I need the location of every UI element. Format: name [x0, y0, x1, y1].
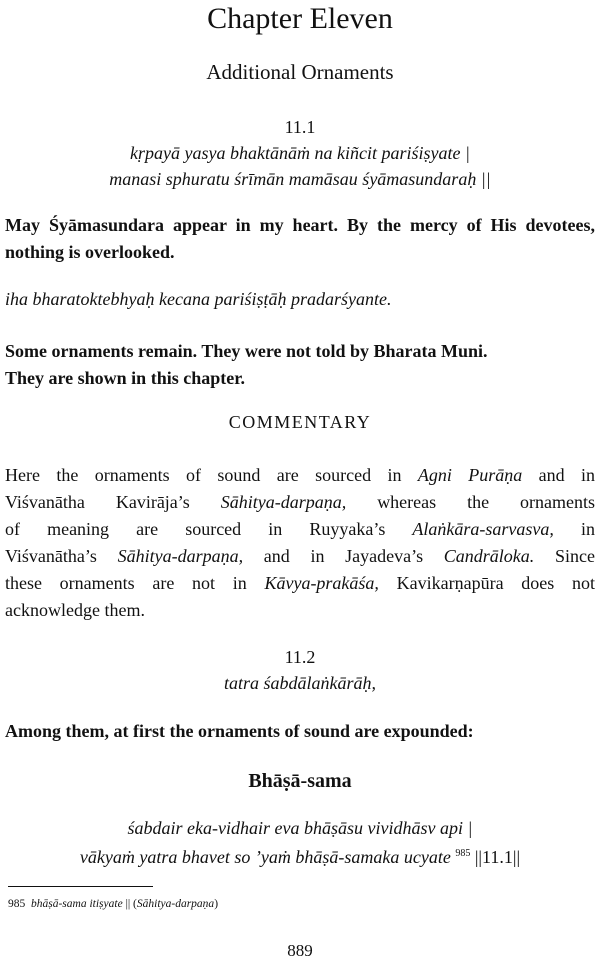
- verse-line-main: vākyaṁ yatra bhavet so ’yaṁ bhāṣā-samaka ucyate: [79, 847, 451, 867]
- commentary-text: and in: [522, 465, 595, 485]
- section-heading: Bhāṣā-sama: [248, 770, 352, 792]
- commentary-line: [5, 516, 595, 543]
- work-title: Agni Purāṇa: [417, 465, 523, 485]
- footnote-divider: [8, 886, 153, 887]
- commentary-text: Here the ornaments of sound are sourced in: [5, 465, 418, 485]
- chapter-subtitle: Additional Ornaments: [206, 60, 394, 84]
- work-title: Alaṅkāra-sarvasva,: [412, 519, 554, 539]
- verse-11-1: [0, 114, 600, 192]
- work-title: Sāhitya-darpaṇa,: [220, 492, 347, 512]
- footnote-source: Sāhitya-darpaṇa: [136, 898, 215, 910]
- translation-11-1: May Śyāmasundara appear in my heart. By the mercy of His devotees, nothing is overlooked.: [5, 215, 595, 262]
- commentary-line: [5, 597, 595, 624]
- verse-number: 11.1: [284, 117, 316, 137]
- commentary-body: [5, 462, 595, 624]
- footnote-text: || (: [122, 898, 137, 910]
- verse-line: manasi sphuratu śrīmān mamāsau śyāmasundaraḥ ||: [109, 169, 491, 189]
- work-title: Sāhitya-darpaṇa,: [117, 546, 244, 566]
- footnote-number: 985: [8, 898, 26, 910]
- verse-end-marker: ||11.1||: [470, 847, 521, 867]
- commentary-line: [5, 570, 595, 597]
- translation-line: Some ornaments remain. They were not told by Bharata Muni.: [5, 341, 488, 361]
- work-title: Kāvya-prakāśa,: [264, 573, 379, 593]
- translation-line: They are shown in this chapter.: [5, 368, 246, 388]
- karika-verse: [0, 815, 600, 870]
- verse-line: [0, 841, 600, 870]
- verse-number: 11.2: [284, 647, 316, 667]
- footnote-reference: 985: [455, 848, 471, 859]
- commentary-text: whereas the ornaments: [346, 492, 595, 512]
- chapter-title: Chapter Eleven: [207, 2, 393, 35]
- verse-line: kṛpayā yasya bhaktānāṁ na kiñcit pariśiṣyate |: [130, 143, 470, 163]
- commentary-text: these ornaments are not in: [5, 573, 265, 593]
- commentary-line: [5, 543, 595, 570]
- footnote: [8, 898, 218, 910]
- commentary-text: acknowledge them.: [5, 600, 145, 620]
- commentary-text: Viśvanātha Kavirāja’s: [5, 492, 221, 512]
- prose-sanskrit-line: iha bharatoktebhyaḥ kecana pariśiṣṭāḥ pradarśyante.: [5, 289, 392, 309]
- commentary-line: [5, 462, 595, 489]
- commentary-text: Kavikarṇapūra does not: [378, 573, 595, 593]
- verse-11-2: [0, 644, 600, 696]
- commentary-text: in: [553, 519, 595, 539]
- commentary-heading: COMMENTARY: [228, 412, 372, 432]
- commentary-text: of meaning are sourced in Ruyyaka’s: [5, 519, 413, 539]
- commentary-text: and in Jayadeva’s: [243, 546, 444, 566]
- translation-11-2: Among them, at first the ornaments of sound are expounded:: [5, 721, 474, 741]
- footnote-text: ): [214, 898, 219, 910]
- verse-line: śabdair eka-vidhair eva bhāṣāsu vividhāsv api |: [127, 818, 473, 838]
- commentary-text: Since: [534, 546, 595, 566]
- commentary-line: [5, 489, 595, 516]
- work-title: Candrāloka.: [443, 546, 535, 566]
- translation-prose: [5, 338, 595, 392]
- page-number: 889: [287, 941, 313, 960]
- verse-line: tatra śabdālaṅkārāḥ,: [223, 673, 376, 693]
- footnote-text: bhāṣā-sama itiṣyate: [31, 898, 123, 910]
- commentary-text: Viśvanātha’s: [5, 546, 118, 566]
